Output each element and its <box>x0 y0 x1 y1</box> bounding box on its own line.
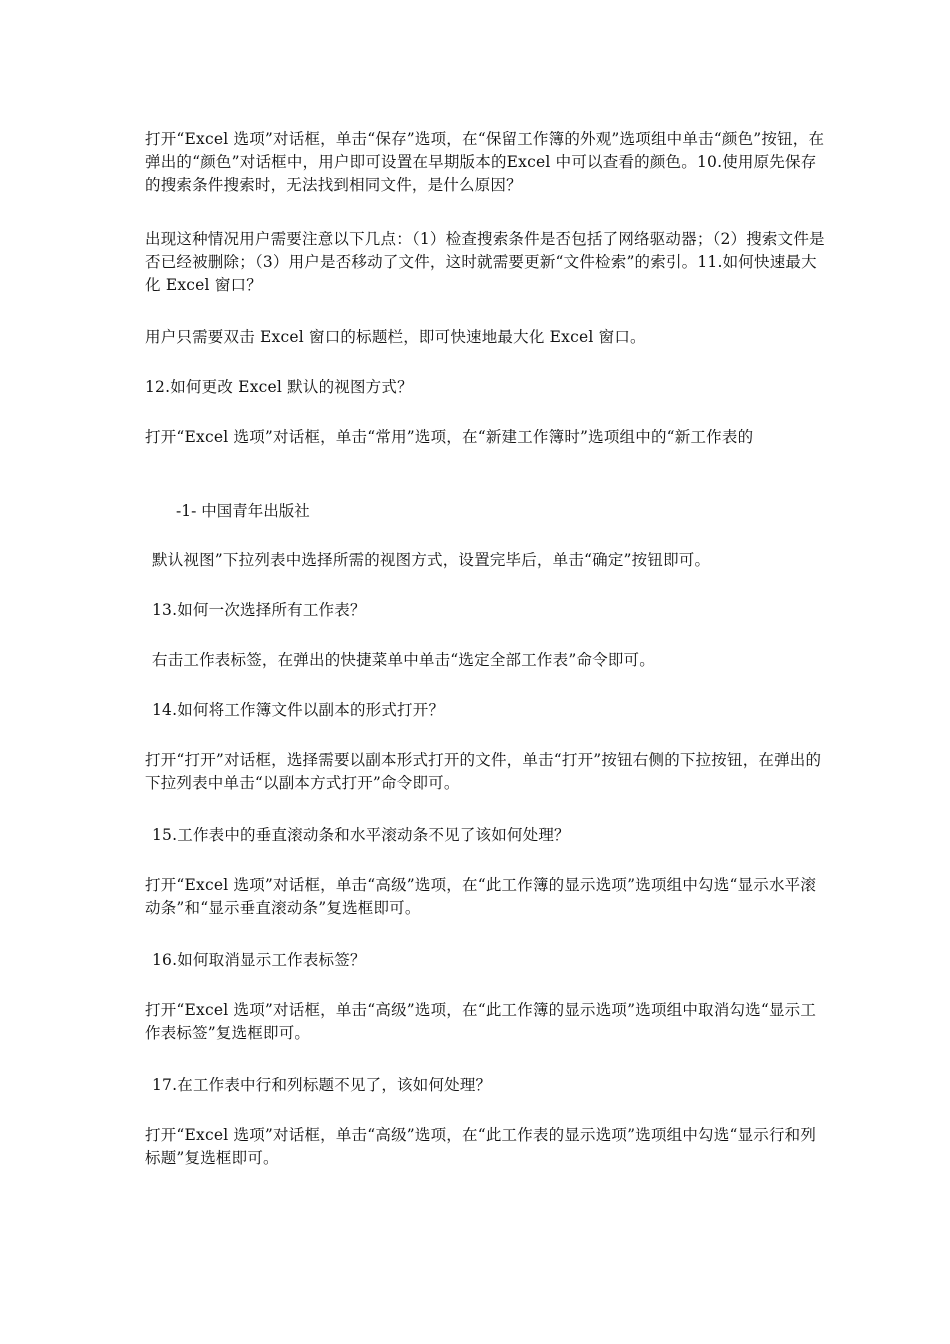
question-14: 14.如何将工作簿文件以副本的形式打开？ <box>152 701 445 719</box>
question-15: 15.工作表中的垂直滚动条和水平滚动条不见了该如何处理？ <box>152 826 570 844</box>
page-footer: -1- 中国青年出版社 <box>176 502 310 520</box>
answer-16: 打开“Excel 选项”对话框，单击“高级”选项，在“此工作簿的显示选项”选项组中取消勾选“显示工作表标签”复选框即可。 <box>145 1001 817 1042</box>
paragraph-search-tips: 出现这种情况用户需要注意以下几点：（1）检查搜索条件是否包括了网络驱动器；（2）搜索文件是否已经被删除；（3）用户是否移动了文件，这时就需要更新“文件检索”的索引。11.如何快速最大化 Excel 窗口？ <box>145 230 825 294</box>
paragraph-excel-options-color: 打开“Excel 选项”对话框，单击“保存”选项，在“保留工作簿的外观”选项组中单击“颜色”按钮，在弹出的“颜色”对话框中，用户即可设置在早期版本的Excel 中可以查看的颜色。10.使用原先保存的搜索条件搜索时，无法找到相同文件，是什么原因？ <box>145 130 825 194</box>
answer-17: 打开“Excel 选项”对话框，单击“高级”选项，在“此工作表的显示选项”选项组中勾选“显示行和列标题”复选框即可。 <box>145 1126 817 1167</box>
question-17: 17.在工作表中行和列标题不见了，该如何处理？ <box>152 1076 492 1094</box>
answer-15: 打开“Excel 选项”对话框，单击“高级”选项，在“此工作簿的显示选项”选项组中勾选“显示水平滚动条”和“显示垂直滚动条”复选框即可。 <box>145 876 817 917</box>
answer-13: 右击工作表标签，在弹出的快捷菜单中单击“选定全部工作表”命令即可。 <box>152 651 655 669</box>
answer-14: 打开“打开”对话框，选择需要以副本形式打开的文件，单击“打开”按钮右侧的下拉按钮，在弹出的下拉列表中单击“以副本方式打开”命令即可。 <box>145 751 822 792</box>
question-13: 13.如何一次选择所有工作表？ <box>152 601 366 619</box>
question-16: 16.如何取消显示工作表标签？ <box>152 951 366 969</box>
paragraph-default-view: 打开“Excel 选项”对话框，单击“常用”选项，在“新建工作簿时”选项组中的“新工作表的 <box>145 428 754 446</box>
paragraph-maximize-window: 用户只需要双击 Excel 窗口的标题栏，即可快速地最大化 Excel 窗口。 <box>145 328 646 346</box>
question-12: 12.如何更改 Excel 默认的视图方式？ <box>145 378 413 396</box>
paragraph-default-view-cont: 默认视图”下拉列表中选择所需的视图方式，设置完毕后，单击“确定”按钮即可。 <box>152 551 711 569</box>
